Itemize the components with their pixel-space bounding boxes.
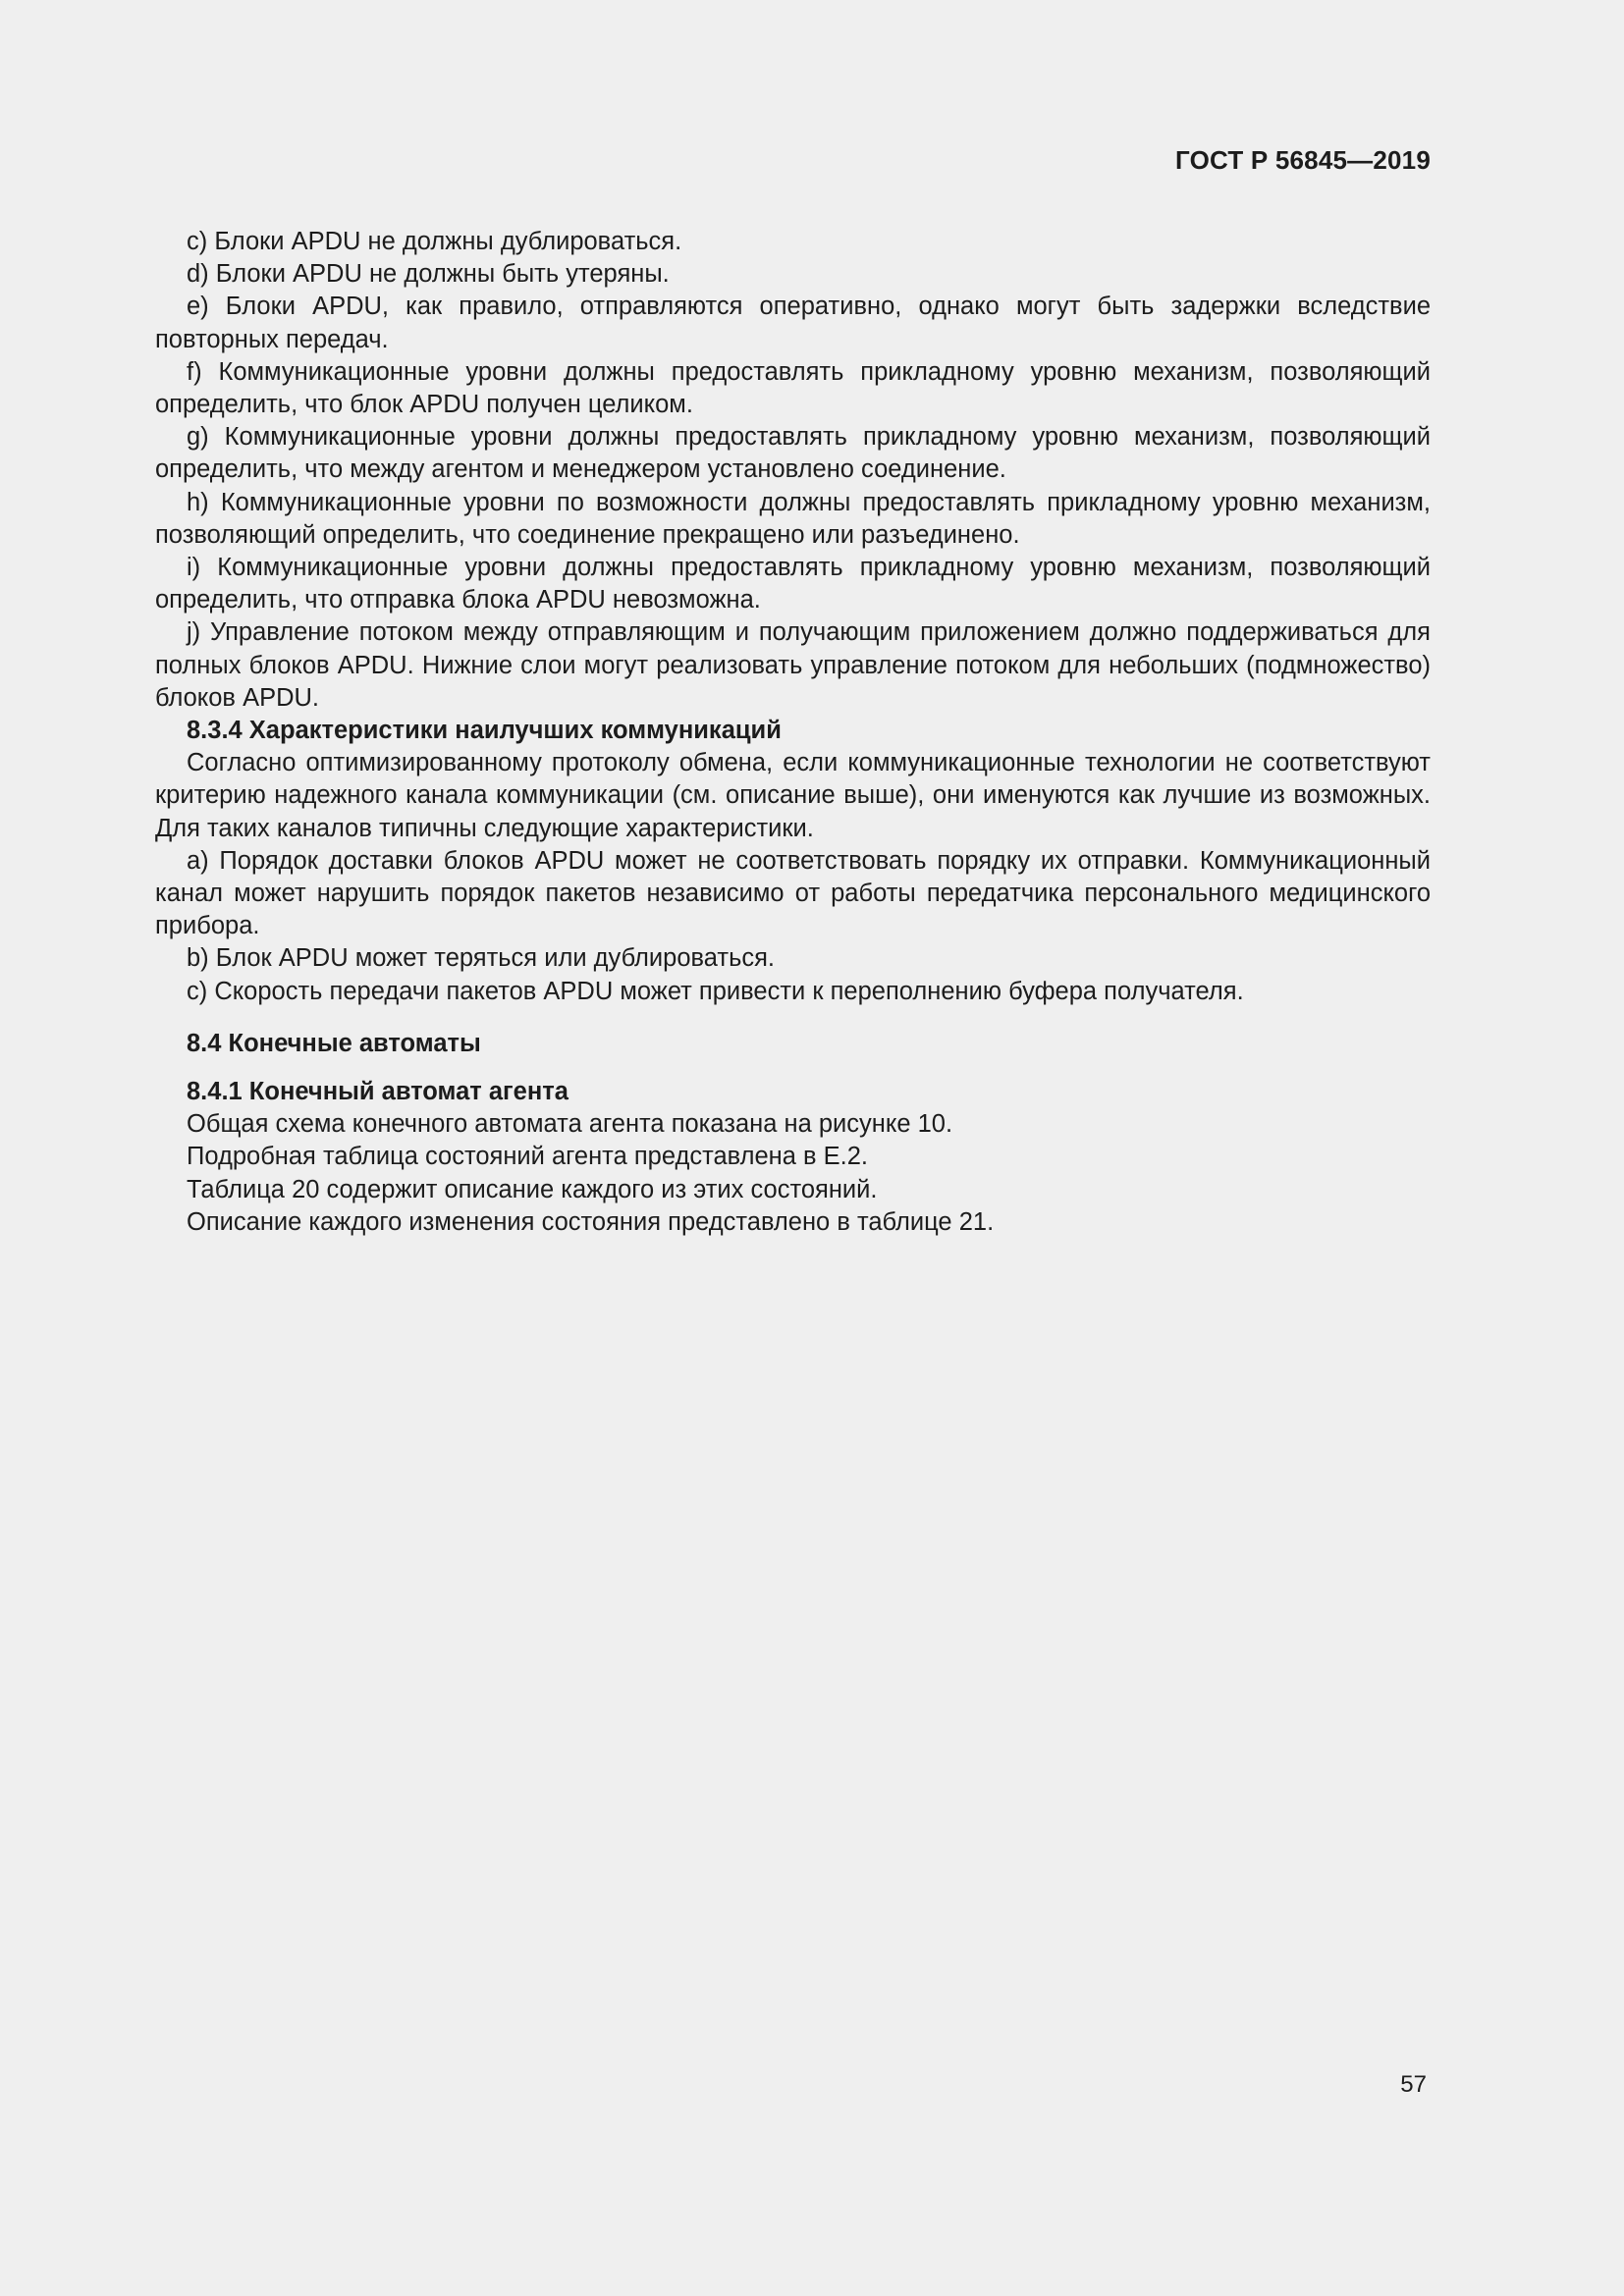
subsection-heading-8-4-1: 8.4.1 Конечный автомат агента [187,1078,568,1106]
document-id-header: ГОСТ Р 56845—2019 [1175,145,1431,175]
list-item-j: j) Управление потоком между отправляющим и получающим приложением должно поддерживаться для полных блоков APDU. Нижние слои могут реализовать управление потоком для небольших (подмножество) блоков APDU. [155,618,1431,712]
page-content [155,226,1431,1239]
list-item-g: g) Коммуникационные уровни должны предоставлять прикладному уровню механизм, позволяющий определить, что между агентом и менеджером установлено соединение. [155,423,1431,484]
list-item-h: h) Коммуникационные уровни по возможности должны предоставлять прикладному уровню механизм, позволяющий определить, что соединение прекращено или разъединено. [155,488,1431,549]
section-heading-8-4: 8.4 Конечные автоматы [187,1029,481,1057]
list-item-e: e) Блоки APDU, как правило, отправляются оперативно, однако могут быть задержки вследствие повторных передач. [155,293,1431,353]
paragraph-state-table-ref: Подробная таблица состояний агента представлена в Е.2. [187,1143,869,1171]
list-item-d: d) Блоки APDU не должны быть утеряны. [187,260,670,289]
subsection-heading-8-3-4: 8.3.4 Характеристики наилучших коммуникаций [187,717,782,745]
paragraph-table-20-ref: Таблица 20 содержит описание каждого из этих состояний. [187,1175,878,1203]
paragraph-figure-ref: Общая схема конечного автомата агента показана на рисунке 10. [187,1110,953,1139]
list-item-c-2: c) Скорость передачи пакетов APDU может привести к переполнению буфера получателя. [187,977,1244,1005]
page-number: 57 [1400,2071,1427,2098]
list-item-b: b) Блок APDU может теряться или дублироваться. [187,944,776,973]
list-item-a: a) Порядок доставки блоков APDU может не соответствовать порядку их отправки. Коммуникационный канал может нарушить порядок пакетов независимо от работы передатчика персонального медицинского прибора. [155,846,1431,940]
paragraph-table-21-ref: Описание каждого изменения состояния представлено в таблице 21. [187,1207,995,1236]
list-item-f: f) Коммуникационные уровни должны предоставлять прикладному уровню механизм, позволяющий определить, что блок APDU получен целиком. [155,357,1431,419]
list-item-i: i) Коммуникационные уровни должны предоставлять прикладному уровню механизм, позволяющий определить, что отправка блока APDU невозможна. [155,554,1431,614]
paragraph-best-effort-intro: Согласно оптимизированному протоколу обмена, если коммуникационные технологии не соответствуют критерию надежного канала коммуникации (см. описание выше), они именуются как лучшие из возможных. Для таких каналов типичны следующие характеристики. [155,749,1431,842]
list-item-c: c) Блоки APDU не должны дублироваться. [187,228,682,255]
